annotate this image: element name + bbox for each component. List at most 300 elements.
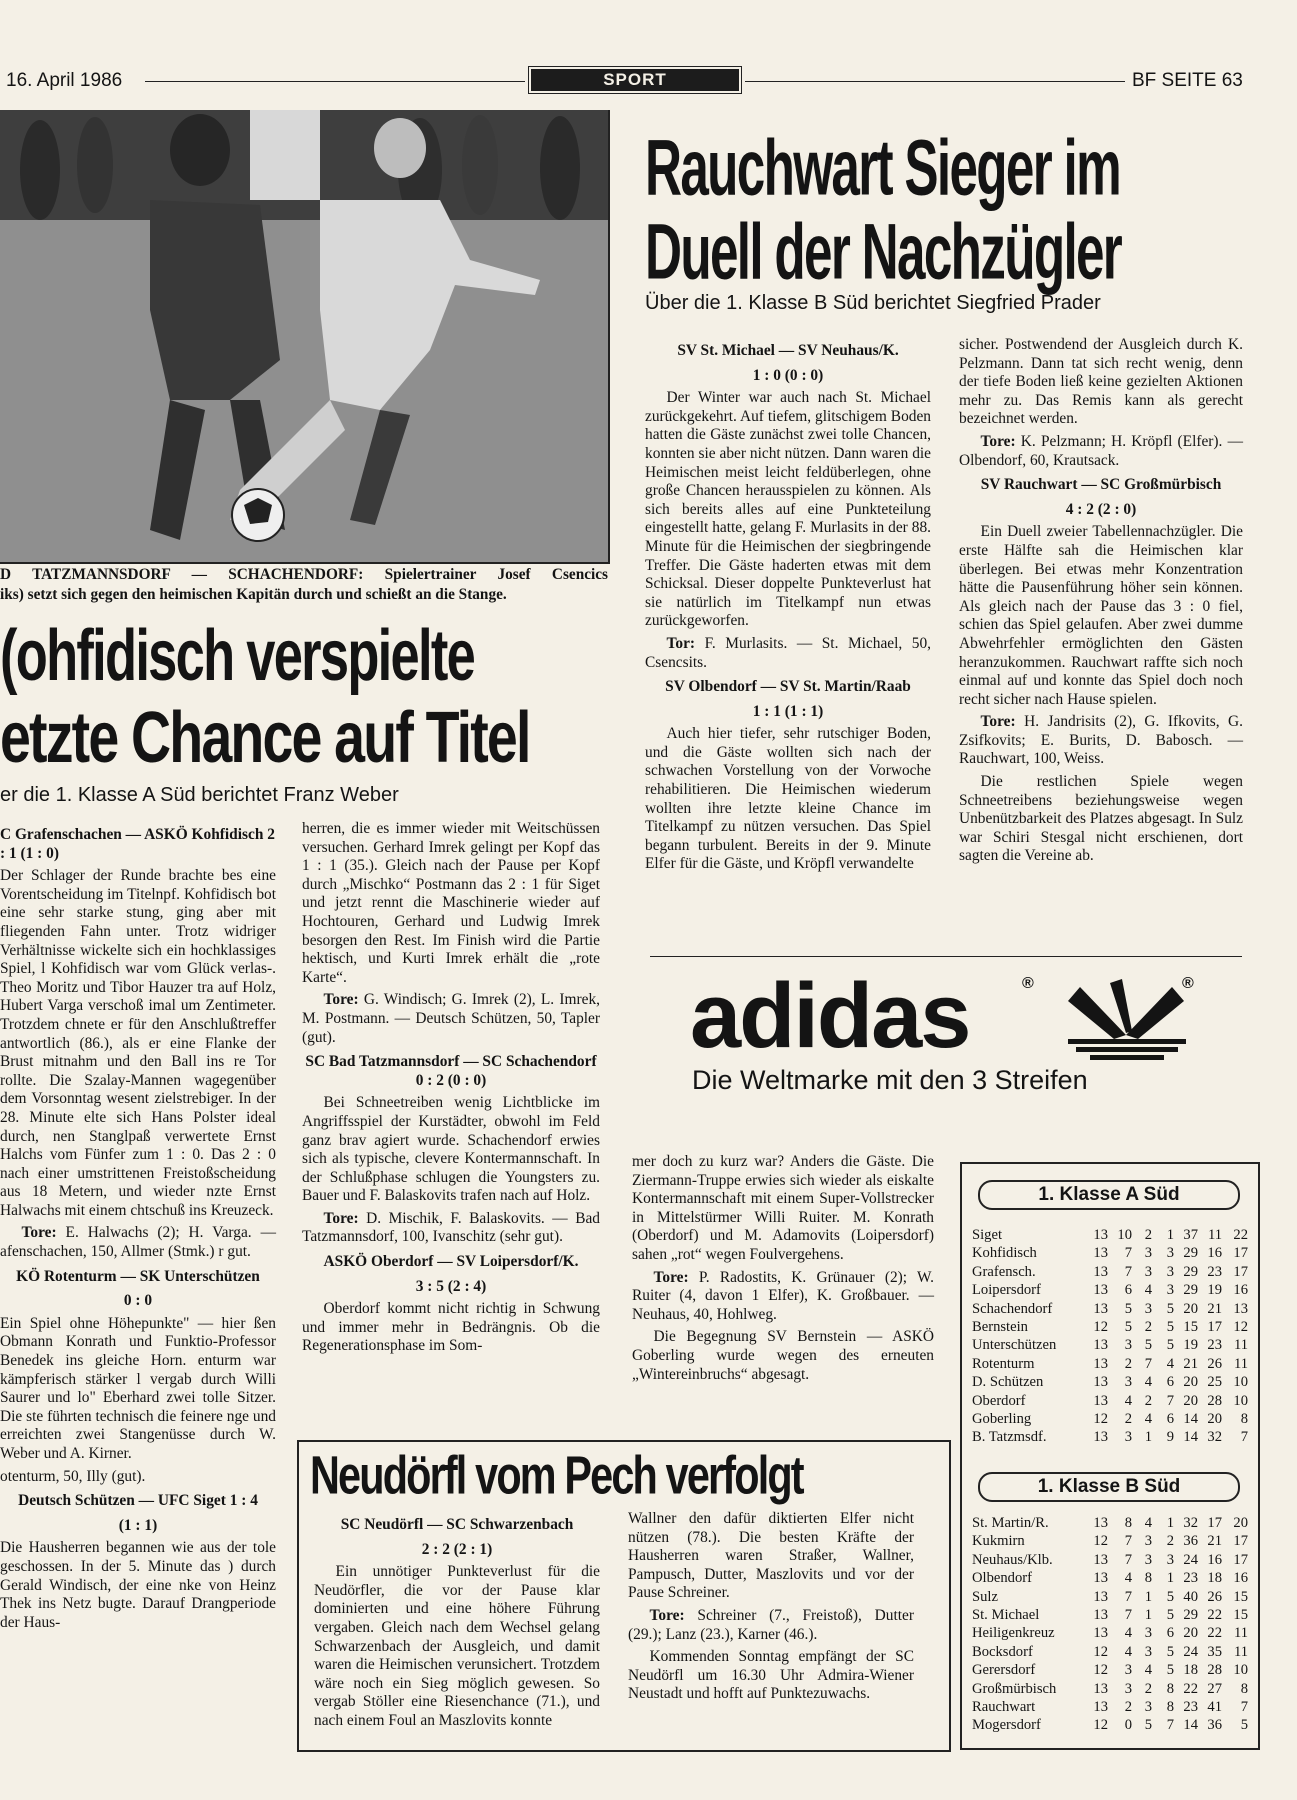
rauchwart-column-1 [645, 336, 931, 878]
goals-label: Tore: [323, 1209, 359, 1227]
goals-label: Tor: [666, 634, 696, 652]
stat-cell: 15 [1233, 1588, 1248, 1605]
stat-cell: 22 [1183, 1680, 1198, 1697]
stat-cell: 16 [1207, 1245, 1222, 1262]
issue-date: 16. April 1986 [6, 70, 123, 91]
paragraph: Ein unnötiger Punkteverlust für die Neudörfler, die vor der Pause klar dominierten und eine höhere Führung vergaben. Gleich nach dem Wechsel gelang Schwarzenbach der Ausgleich, und damit waren die Heimischen verunsichert. Trotzdem wäre noch ein Sieg möglich gewesen. So vergab Stöller eine Riesenchance (71.), und nach einem Foul an Maszlovits konnte [314, 1563, 600, 1729]
kohfidisch-headline-line1: (ohfidisch verspielte [0, 615, 475, 696]
section-label: SPORT [531, 69, 739, 91]
stat-cell: 16 [1233, 1282, 1248, 1299]
stat-cell: 4 [1124, 1392, 1132, 1409]
stat-cell: 12 [1093, 1319, 1108, 1336]
stat-cell: 24 [1183, 1643, 1198, 1660]
stat-cell: 13 [1093, 1227, 1108, 1243]
stat-cell: 23 [1207, 1263, 1222, 1280]
neudoerfl-headline: Neudörfl vom Pech verfolgt [310, 1444, 803, 1506]
stat-cell: 15 [1233, 1607, 1248, 1624]
stat-cell: 3 [1144, 1643, 1152, 1660]
stat-cell: 1 [1166, 1227, 1174, 1243]
paragraph: Wallner den dafür diktierten Elfer nicht nützen (78.). Die besten Kräfte der Hausherren waren Straßer, Wallner, Pampusch, Dutter, Maszlovits und vor der Pause Schreiner. [628, 1510, 914, 1602]
stat-cell: 7 [1124, 1551, 1132, 1568]
stat-cell: 10 [1117, 1227, 1132, 1243]
stat-cell: 22 [1233, 1227, 1248, 1243]
table-row [972, 1661, 1248, 1679]
stat-cell: 3 [1166, 1263, 1174, 1280]
stat-cell: 1 [1166, 1515, 1174, 1531]
stat-cell: 13 [1093, 1392, 1108, 1409]
stat-cell: 3 [1144, 1625, 1152, 1642]
goals-line [302, 991, 600, 1047]
table-row [972, 1410, 1248, 1428]
stat-cell: 2 [1124, 1411, 1132, 1428]
stat-cell: 3 [1124, 1374, 1132, 1391]
trefoil-logo-icon [1060, 975, 1192, 1065]
header-rule-left [145, 81, 525, 82]
stat-cell: 35 [1207, 1643, 1222, 1660]
team-name: Bocksdorf [972, 1643, 1033, 1660]
stat-cell: 2 [1124, 1355, 1132, 1372]
goals-label: Tore: [21, 1224, 57, 1242]
stat-cell: 4 [1124, 1570, 1132, 1587]
team-name: B. Tatzmsdf. [972, 1429, 1047, 1446]
match-heading: SV St. Michael — SV Neuhaus/K. [677, 342, 899, 359]
stat-cell: 17 [1233, 1551, 1248, 1568]
stat-cell: 5 [1144, 1337, 1152, 1354]
goals-line [302, 1210, 600, 1247]
team-name: Schachendorf [972, 1300, 1053, 1317]
table-b-title: 1. Klasse B Süd [978, 1472, 1240, 1502]
stat-cell: 16 [1233, 1570, 1248, 1587]
stat-cell: 13 [1093, 1300, 1108, 1317]
goals-text: E. Halwachs (2); H. Varga. — afenschachen, 150, Allmer (Stmk.) r gut. [0, 1224, 276, 1261]
table-row [972, 1392, 1248, 1410]
stat-cell: 8 [1240, 1411, 1248, 1428]
stat-cell: 24 [1183, 1551, 1198, 1568]
team-name: Grafensch. [972, 1263, 1036, 1280]
stat-cell: 3 [1144, 1533, 1152, 1550]
stat-cell: 21 [1207, 1533, 1222, 1550]
match-heading: C Grafenschachen — ASKÖ Kohfidisch 2 : 1 (1 : 0) [0, 826, 275, 862]
stat-cell: 14 [1183, 1717, 1198, 1734]
match-heading: SV Rauchwart — SC Großmürbisch [980, 476, 1222, 494]
stat-cell: 29 [1183, 1282, 1198, 1299]
goals-line [628, 1607, 914, 1644]
goals-line [0, 1224, 276, 1261]
stat-cell: 13 [1093, 1551, 1108, 1568]
stat-cell: 8 [1166, 1680, 1174, 1697]
stat-cell: 19 [1207, 1282, 1222, 1299]
team-name: St. Michael [972, 1607, 1040, 1624]
stat-cell: 2 [1144, 1227, 1152, 1243]
goals-text: D. Mischik, F. Balaskovits. — Bad Tatzmannsdorf, 100, Ivanschitz (sehr gut). [302, 1209, 600, 1246]
stat-cell: 4 [1124, 1625, 1132, 1642]
stat-cell: 19 [1183, 1337, 1198, 1354]
football-players-illustration [0, 110, 608, 562]
stat-cell: 5 [1166, 1643, 1174, 1660]
stat-cell: 13 [1093, 1337, 1108, 1354]
stat-cell: 8 [1166, 1699, 1174, 1716]
stat-cell: 3 [1166, 1551, 1174, 1568]
table-row [972, 1643, 1248, 1661]
stat-cell: 7 [1124, 1607, 1132, 1624]
team-name: Mogersdorf [972, 1717, 1041, 1734]
stat-cell: 3 [1124, 1337, 1132, 1354]
paragraph: herren, die es immer wieder mit Weitschüssen versuchen. Gerhard Imrek gelingt per Kopf das 1 : 1 (35.). Gleich nach der Pause per Kopf durch „Mischko“ Postmann das 2 : 1 für Siget und jetzt rennt die Maschinerie wieder auf Hochtouren, Gerhard und Ludwig Imrek besorgen den Rest. Im Finish wird die Partie hektisch, und Kurti Imrek erhält die „rote Karte“. [302, 820, 600, 986]
stat-cell: 7 [1124, 1245, 1132, 1262]
stat-cell: 40 [1183, 1588, 1198, 1605]
rauchwart-byline: Über die 1. Klasse B Süd berichtet Siegfried Prader [645, 292, 1101, 314]
stat-cell: 4 [1144, 1374, 1152, 1391]
stat-cell: 8 [1144, 1570, 1152, 1587]
stat-cell: 1 [1144, 1588, 1152, 1605]
kohfidisch-headline-line2: etzte Chance auf Titel [0, 697, 530, 778]
stat-cell: 1 [1144, 1429, 1152, 1446]
stat-cell: 29 [1183, 1245, 1198, 1262]
stat-cell: 3 [1166, 1245, 1174, 1262]
stat-cell: 3 [1166, 1282, 1174, 1299]
stat-cell: 7 [1240, 1699, 1248, 1716]
adidas-slogan: Die Weltmarke mit den 3 Streifen [692, 1065, 1088, 1095]
rauchwart-headline-line1: Rauchwart Sieger im [645, 122, 1120, 212]
stat-cell: 15 [1183, 1319, 1198, 1336]
table-row [972, 1551, 1248, 1569]
team-name: Kohfidisch [972, 1245, 1037, 1262]
stat-cell: 37 [1183, 1227, 1198, 1243]
goals-text: K. Pelzmann; H. Kröpfl (Elfer). — Olbendorf, 60, Krautsack. [959, 432, 1243, 469]
stat-cell: 13 [1093, 1263, 1108, 1280]
paragraph: Oberdorf kommt nicht richtig in Schwung und immer mehr in Bedrängnis. Ob die Regenerationsphase im Som- [302, 1300, 600, 1355]
stat-cell: 6 [1166, 1411, 1174, 1428]
stat-cell: 32 [1183, 1515, 1198, 1531]
goals-line [645, 635, 931, 672]
table-row [972, 1680, 1248, 1698]
stat-cell: 20 [1183, 1392, 1198, 1409]
table-row [972, 1588, 1248, 1606]
paragraph: mer doch zu kurz war? Anders die Gäste. Die Ziermann-Truppe erwies sich wieder als eiskalte Kontermannschaft mit einem Super-Vollstrecker in Mittelstürmer Willi Ruiter. M. Konrath (Oberdorf) und M. Adamovits (Loipersdorf) sahen „rot“ wegen Foulvergehens. [632, 1153, 934, 1263]
table-row [972, 1428, 1248, 1446]
goals-label: Tore: [323, 991, 359, 1009]
stat-cell: 20 [1183, 1300, 1198, 1317]
stat-cell: 6 [1166, 1374, 1174, 1391]
stat-cell: 4 [1144, 1411, 1152, 1428]
stat-cell: 17 [1207, 1515, 1222, 1531]
stat-cell: 12 [1093, 1717, 1108, 1734]
table-row [972, 1226, 1248, 1244]
stat-cell: 22 [1207, 1625, 1222, 1642]
stat-cell: 5 [1166, 1588, 1174, 1605]
stat-cell: 3 [1144, 1263, 1152, 1280]
team-name: Gerersdorf [972, 1662, 1036, 1679]
stat-cell: 17 [1207, 1319, 1222, 1336]
stat-cell: 1 [1166, 1570, 1174, 1587]
stat-cell: 5 [1240, 1717, 1248, 1734]
stat-cell: 7 [1166, 1717, 1174, 1734]
table-row [972, 1318, 1248, 1336]
stat-cell: 13 [1093, 1355, 1108, 1372]
stat-cell: 5 [1166, 1337, 1174, 1354]
stat-cell: 4 [1144, 1515, 1152, 1531]
stat-cell: 13 [1093, 1570, 1108, 1587]
goals-text: Schreiner (7., Freistoß), Dutter (29.); Lanz (23.), Karner (46.). [628, 1606, 914, 1643]
stat-cell: 16 [1207, 1551, 1222, 1568]
photo-caption [0, 565, 608, 605]
stat-cell: 17 [1233, 1263, 1248, 1280]
stat-cell: 23 [1183, 1699, 1198, 1716]
match-heading: SV Olbendorf — SV St. Martin/Raab [665, 678, 911, 696]
stat-cell: 12 [1233, 1319, 1248, 1336]
team-name: D. Schützen [972, 1374, 1044, 1391]
stat-cell: 13 [1093, 1429, 1108, 1446]
match-heading: 1 : 0 (0 : 0) [752, 366, 824, 384]
stat-cell: 14 [1183, 1411, 1198, 1428]
stat-cell: 20 [1233, 1515, 1248, 1531]
stat-cell: 13 [1093, 1245, 1108, 1262]
team-name: Loipersdorf [972, 1282, 1041, 1299]
goals-text: G. Windisch; G. Imrek (2), L. Imrek, M. Postmann. — Deutsch Schützen, 50, Tapler (gut). [302, 991, 600, 1046]
match-heading: 1 : 1 (1 : 1) [752, 702, 824, 720]
stat-cell: 12 [1093, 1643, 1108, 1660]
kohfidisch-column-3 [632, 1153, 934, 1388]
paragraph: Die restlichen Spiele wegen Schneetreibens beziehungsweise wegen Unbenützbarkeit des Platzes abgesagt. In Sulz war Schiri Stesgal nicht erschienen, dort sagten die Vereine ab. [959, 773, 1243, 865]
stat-cell: 2 [1144, 1392, 1152, 1409]
paragraph: Die Hausherren begannen wie aus der tole geschossen. In der 5. Minute das ) durch Gerald Windisch, der eine nke von Heinz Thek ins Netz bugte. Darauf Drangperiode der Haus- [0, 1539, 276, 1631]
paragraph: otenturm, 50, Illy (gut). [0, 1467, 146, 1485]
stat-cell: 36 [1207, 1717, 1222, 1734]
stat-cell: 3 [1144, 1699, 1152, 1716]
goals-line [959, 433, 1243, 470]
stat-cell: 3 [1124, 1680, 1132, 1697]
stat-cell: 13 [1093, 1625, 1108, 1642]
stat-cell: 3 [1144, 1551, 1152, 1568]
stat-cell: 14 [1183, 1429, 1198, 1446]
stat-cell: 10 [1233, 1392, 1248, 1409]
paragraph: Auch hier tiefer, sehr rutschiger Boden, und die Gäste wollten sich nach der schwachen Vorstellung von der Vorwoche rehabilitieren. Die Heimischen wiederum wollten ihre letzte kleine Chance im Titelkampf zu nützen versuchen. Das Spiel begann turbulent. Bereits in der 9. Minute Elfer für die Gäste, und Kröpfl verwandelte [645, 725, 931, 873]
stat-cell: 9 [1166, 1429, 1174, 1446]
match-heading: ASKÖ Oberdorf — SV Loipersdorf/K. [323, 1253, 579, 1271]
stat-cell: 11 [1233, 1643, 1248, 1660]
stat-cell: 41 [1207, 1699, 1222, 1716]
table-a-standings [972, 1226, 1248, 1447]
stat-cell: 28 [1207, 1392, 1222, 1409]
stat-cell: 8 [1240, 1680, 1248, 1697]
rauchwart-column-2 [959, 336, 1243, 870]
kohfidisch-byline: er die 1. Klasse A Süd berichtet Franz Weber [0, 784, 399, 806]
stat-cell: 20 [1207, 1411, 1222, 1428]
match-heading: 2 : 2 (2 : 1) [421, 1540, 493, 1558]
stat-cell: 3 [1124, 1429, 1132, 1446]
table-a-title: 1. Klasse A Süd [978, 1180, 1240, 1210]
table-row [972, 1373, 1248, 1391]
goals-text: F. Murlasits. — St. Michael, 50, Csencsits. [645, 634, 931, 671]
goals-label: Tore: [980, 432, 1016, 450]
goals-text: H. Jandrisits (2), G. Ifkovits, G. Zsifkovits; E. Burits, D. Babosch. — Rauchwart, 100, Weiss. [959, 713, 1243, 768]
stat-cell: 11 [1233, 1337, 1248, 1354]
paragraph: Ein Spiel ohne Höhepunkte" — hier ßen Obmann Konrath und Funktio-Professor Benedek ins gleiche Horn. enturm war kämpferisch stärker l vergab durch Willi Saurer und lo" Eberhard zwei tolle Sitzer. Die ste führten technisch die feinere nge und erreichten zwei Stangenüsse durch W. Weber und A. Kirner. [0, 1314, 276, 1462]
stat-cell: 4 [1144, 1662, 1152, 1679]
stat-cell: 5 [1124, 1300, 1132, 1317]
stat-cell: 5 [1166, 1300, 1174, 1317]
stat-cell: 23 [1183, 1570, 1198, 1587]
stat-cell: 25 [1207, 1374, 1222, 1391]
stat-cell: 4 [1166, 1355, 1174, 1372]
stat-cell: 5 [1144, 1717, 1152, 1734]
stat-cell: 21 [1207, 1300, 1222, 1317]
paragraph: Der Schlager der Runde brachte bes eine Vorentscheidung im Titelnpf. Kohfidisch bot eine sehr starke stung, ging aber mit fliegenden Fahn unter. Trotz widriger Verhältnisse wickelte sich ein hochklassiges Spiel, l Kohfidisch war vom Glück verlas-. Theo Moritz und Tibor Hauzer tra auf Holz, Hubert Varga verschoß imal um Zentimeter. Trotzdem chnete er für den Anschlußtreffer antwortlich (86.), als er eine Flanke der Brust mitnahm und den Ball ins re Tor rollte. Die Szalay-Mannen wagegenüber dem Vorsonntag wesent zielstrebiger. In der 28. Minute elte sich Hans Polster ideal durch, nen Stanglpaß verwertete Ernst Halchs vom Fünfer zum 1 : 0. Das 2 : 0 nach einer umstrittenen Freistoßscheidung aus 18 Metern, und wieder nzte Ernst Halwachs mit einem chtschuß ins Kreuzeck. [0, 867, 276, 1219]
stat-cell: 13 [1093, 1680, 1108, 1697]
stat-cell: 2 [1144, 1680, 1152, 1697]
stat-cell: 13 [1093, 1607, 1108, 1624]
table-row [972, 1569, 1248, 1587]
stat-cell: 12 [1093, 1662, 1108, 1679]
stat-cell: 20 [1183, 1625, 1198, 1642]
stat-cell: 20 [1183, 1374, 1198, 1391]
team-name: Rotenturm [972, 1355, 1035, 1372]
match-heading: Deutsch Schützen — UFC Siget 1 : 4 [18, 1492, 258, 1510]
stat-cell: 36 [1183, 1533, 1198, 1550]
table-row [972, 1300, 1248, 1318]
match-heading: KÖ Rotenturm — SK Unterschützen [16, 1267, 260, 1285]
paragraph: Ein Duell zweier Tabellennachzügler. Die erste Hälfte sah die Heimischen klar überlegen. Bei etwas mehr Konzentration hätte die Pausenführung höher sein können. Als gleich nach der Pause das 3 : 0 fiel, schien das Spiel gelaufen. Aber zwei dumme Abwehrfehler ermöglichten den Gästen heranzukommen. Rauchwart raffte sich noch einmal auf und konnte das Spiel doch noch recht sicher nach Hause spielen. [959, 523, 1243, 708]
section-label-frame [528, 66, 742, 94]
stat-cell: 32 [1207, 1429, 1222, 1446]
stat-cell: 6 [1166, 1625, 1174, 1642]
team-name: Sulz [972, 1588, 998, 1605]
stat-cell: 26 [1207, 1355, 1222, 1372]
neudoerfl-column-2 [628, 1510, 914, 1708]
stat-cell: 13 [1093, 1515, 1108, 1531]
match-photo [0, 110, 610, 564]
table-row [972, 1281, 1248, 1299]
stat-cell: 2 [1124, 1699, 1132, 1716]
goals-text: P. Radostits, K. Grünauer (2); W. Ruiter (4, davon 1 Elfer), K. Großbauer. — Neuhaus, 40, Hohlweg. [632, 1268, 934, 1323]
stat-cell: 13 [1093, 1374, 1108, 1391]
stat-cell: 29 [1183, 1607, 1198, 1624]
paragraph: Die Begegnung SV Bernstein — ASKÖ Goberling wurde wegen des erneuten „Wintereinbruchs“ abgesagt. [632, 1328, 934, 1383]
stat-cell: 7 [1124, 1533, 1132, 1550]
team-name: Oberdorf [972, 1392, 1026, 1409]
registered-mark-1: ® [1022, 975, 1034, 992]
stat-cell: 5 [1166, 1319, 1174, 1336]
stat-cell: 8 [1124, 1515, 1132, 1531]
stat-cell: 18 [1207, 1570, 1222, 1587]
match-heading: 0 : 0 [123, 1292, 153, 1310]
ad-top-rule [650, 956, 1242, 957]
stat-cell: 3 [1144, 1300, 1152, 1317]
stat-cell: 17 [1233, 1533, 1248, 1550]
stat-cell: 27 [1207, 1680, 1222, 1697]
match-heading: SC Neudörfl — SC Schwarzenbach [340, 1516, 574, 1533]
table-row [972, 1244, 1248, 1262]
table-row [972, 1716, 1248, 1734]
stat-cell: 7 [1166, 1392, 1174, 1409]
photo-caption-line2: iks) setzt sich gegen den heimischen Kapitän durch und schießt an die Stange. [0, 586, 507, 603]
stat-cell: 13 [1093, 1282, 1108, 1299]
table-row [972, 1263, 1248, 1281]
kohfidisch-column-2 [302, 820, 600, 1360]
stat-cell: 3 [1144, 1245, 1152, 1262]
kohfidisch-column-1 [0, 820, 276, 1636]
team-name: St. Martin/R. [972, 1515, 1049, 1531]
match-heading: 4 : 2 (2 : 0) [1065, 500, 1137, 518]
neudoerfl-column-1 [314, 1510, 600, 1735]
stat-cell: 7 [1124, 1263, 1132, 1280]
page-number: BF SEITE 63 [1132, 70, 1243, 91]
match-heading: (1 : 1) [118, 1516, 158, 1534]
stat-cell: 26 [1207, 1588, 1222, 1605]
table-row [972, 1606, 1248, 1624]
stat-cell: 12 [1093, 1533, 1108, 1550]
stat-cell: 5 [1166, 1662, 1174, 1679]
paragraph: Der Winter war auch nach St. Michael zurückgekehrt. Auf tiefem, glitschigem Boden hatten die Gäste zunächst zwei tolle Chancen, konnten sie aber nicht nützen. Dann waren die Heimischen meist leicht feldüberlegen, ohne große Chancen herausspielen zu können. Als sich bereits alles auf eine Punkteteilung eingestellt hatte, gelang F. Murlasits in der 88. Minute für die Heimischen der siegbringende Treffer. Die Gäste haderten etwas mit dem Schicksal. Dieser doppelte Punkteverlust hat sie natürlich im Titelkampf nun etwas zurückgeworfen. [645, 389, 931, 630]
match-heading: 3 : 5 (2 : 4) [415, 1277, 487, 1295]
stat-cell: 18 [1183, 1662, 1198, 1679]
stat-cell: 10 [1233, 1374, 1248, 1391]
stat-cell: 23 [1207, 1337, 1222, 1354]
stat-cell: 22 [1207, 1607, 1222, 1624]
table-row [972, 1698, 1248, 1716]
stat-cell: 11 [1233, 1625, 1248, 1642]
stat-cell: 7 [1240, 1429, 1248, 1446]
stat-cell: 6 [1124, 1282, 1132, 1299]
stat-cell: 4 [1144, 1282, 1152, 1299]
stat-cell: 11 [1233, 1355, 1248, 1372]
header-rule-right [745, 81, 1125, 82]
stat-cell: 11 [1207, 1227, 1222, 1243]
stat-cell: 5 [1124, 1319, 1132, 1336]
match-heading: SC Bad Tatzmannsdorf — SC Schachendorf 0 : 2 (0 : 0) [305, 1053, 597, 1089]
team-name: Goberling [972, 1411, 1032, 1428]
goals-label: Tore: [980, 713, 1016, 731]
stat-cell: 21 [1183, 1355, 1198, 1372]
stat-cell: 7 [1124, 1588, 1132, 1605]
team-name: Siget [972, 1227, 1002, 1243]
adidas-logo-text: adidas [690, 965, 970, 1067]
rauchwart-headline-line2: Duell der Nachzügler [645, 206, 1122, 296]
goals-line [632, 1269, 934, 1325]
table-row [972, 1624, 1248, 1642]
stat-cell: 10 [1233, 1662, 1248, 1679]
stat-cell: 17 [1233, 1245, 1248, 1262]
stat-cell: 0 [1124, 1717, 1132, 1734]
stat-cell: 13 [1233, 1300, 1248, 1317]
team-name: Großmürbisch [972, 1680, 1057, 1697]
table-b-standings [972, 1514, 1248, 1735]
goals-line [959, 713, 1243, 769]
table-row [972, 1514, 1248, 1532]
stat-cell: 2 [1166, 1533, 1174, 1550]
table-row [972, 1355, 1248, 1373]
team-name: Olbendorf [972, 1570, 1032, 1587]
team-name: Bernstein [972, 1319, 1028, 1336]
team-name: Heiligenkreuz [972, 1625, 1055, 1642]
table-row [972, 1532, 1248, 1550]
stat-cell: 28 [1207, 1662, 1222, 1679]
stat-cell: 2 [1144, 1319, 1152, 1336]
stat-cell: 29 [1183, 1263, 1198, 1280]
stat-cell: 3 [1124, 1662, 1132, 1679]
team-name: Unterschützen [972, 1337, 1057, 1354]
stat-cell: 7 [1144, 1355, 1152, 1372]
team-name: Rauchwart [972, 1699, 1036, 1716]
goals-label: Tore: [653, 1268, 689, 1286]
team-name: Neuhaus/Klb. [972, 1551, 1053, 1568]
registered-mark-2: ® [1182, 975, 1194, 992]
team-name: Kukmirn [972, 1533, 1025, 1550]
paragraph: sicher. Postwendend der Ausgleich durch K. Pelzmann. Dann tat sich recht wenig, denn der tiefe Boden ließ keine gezielten Aktionen mehr zu. Das Remis kann als gerecht bezeichnet werden. [959, 336, 1243, 428]
stat-cell: 12 [1093, 1411, 1108, 1428]
goals-label: Tore: [649, 1606, 685, 1624]
photo-caption-line1: D TATZMANNSDORF — SCHACHENDORF: Spielertrainer Josef Csencics [0, 566, 608, 583]
